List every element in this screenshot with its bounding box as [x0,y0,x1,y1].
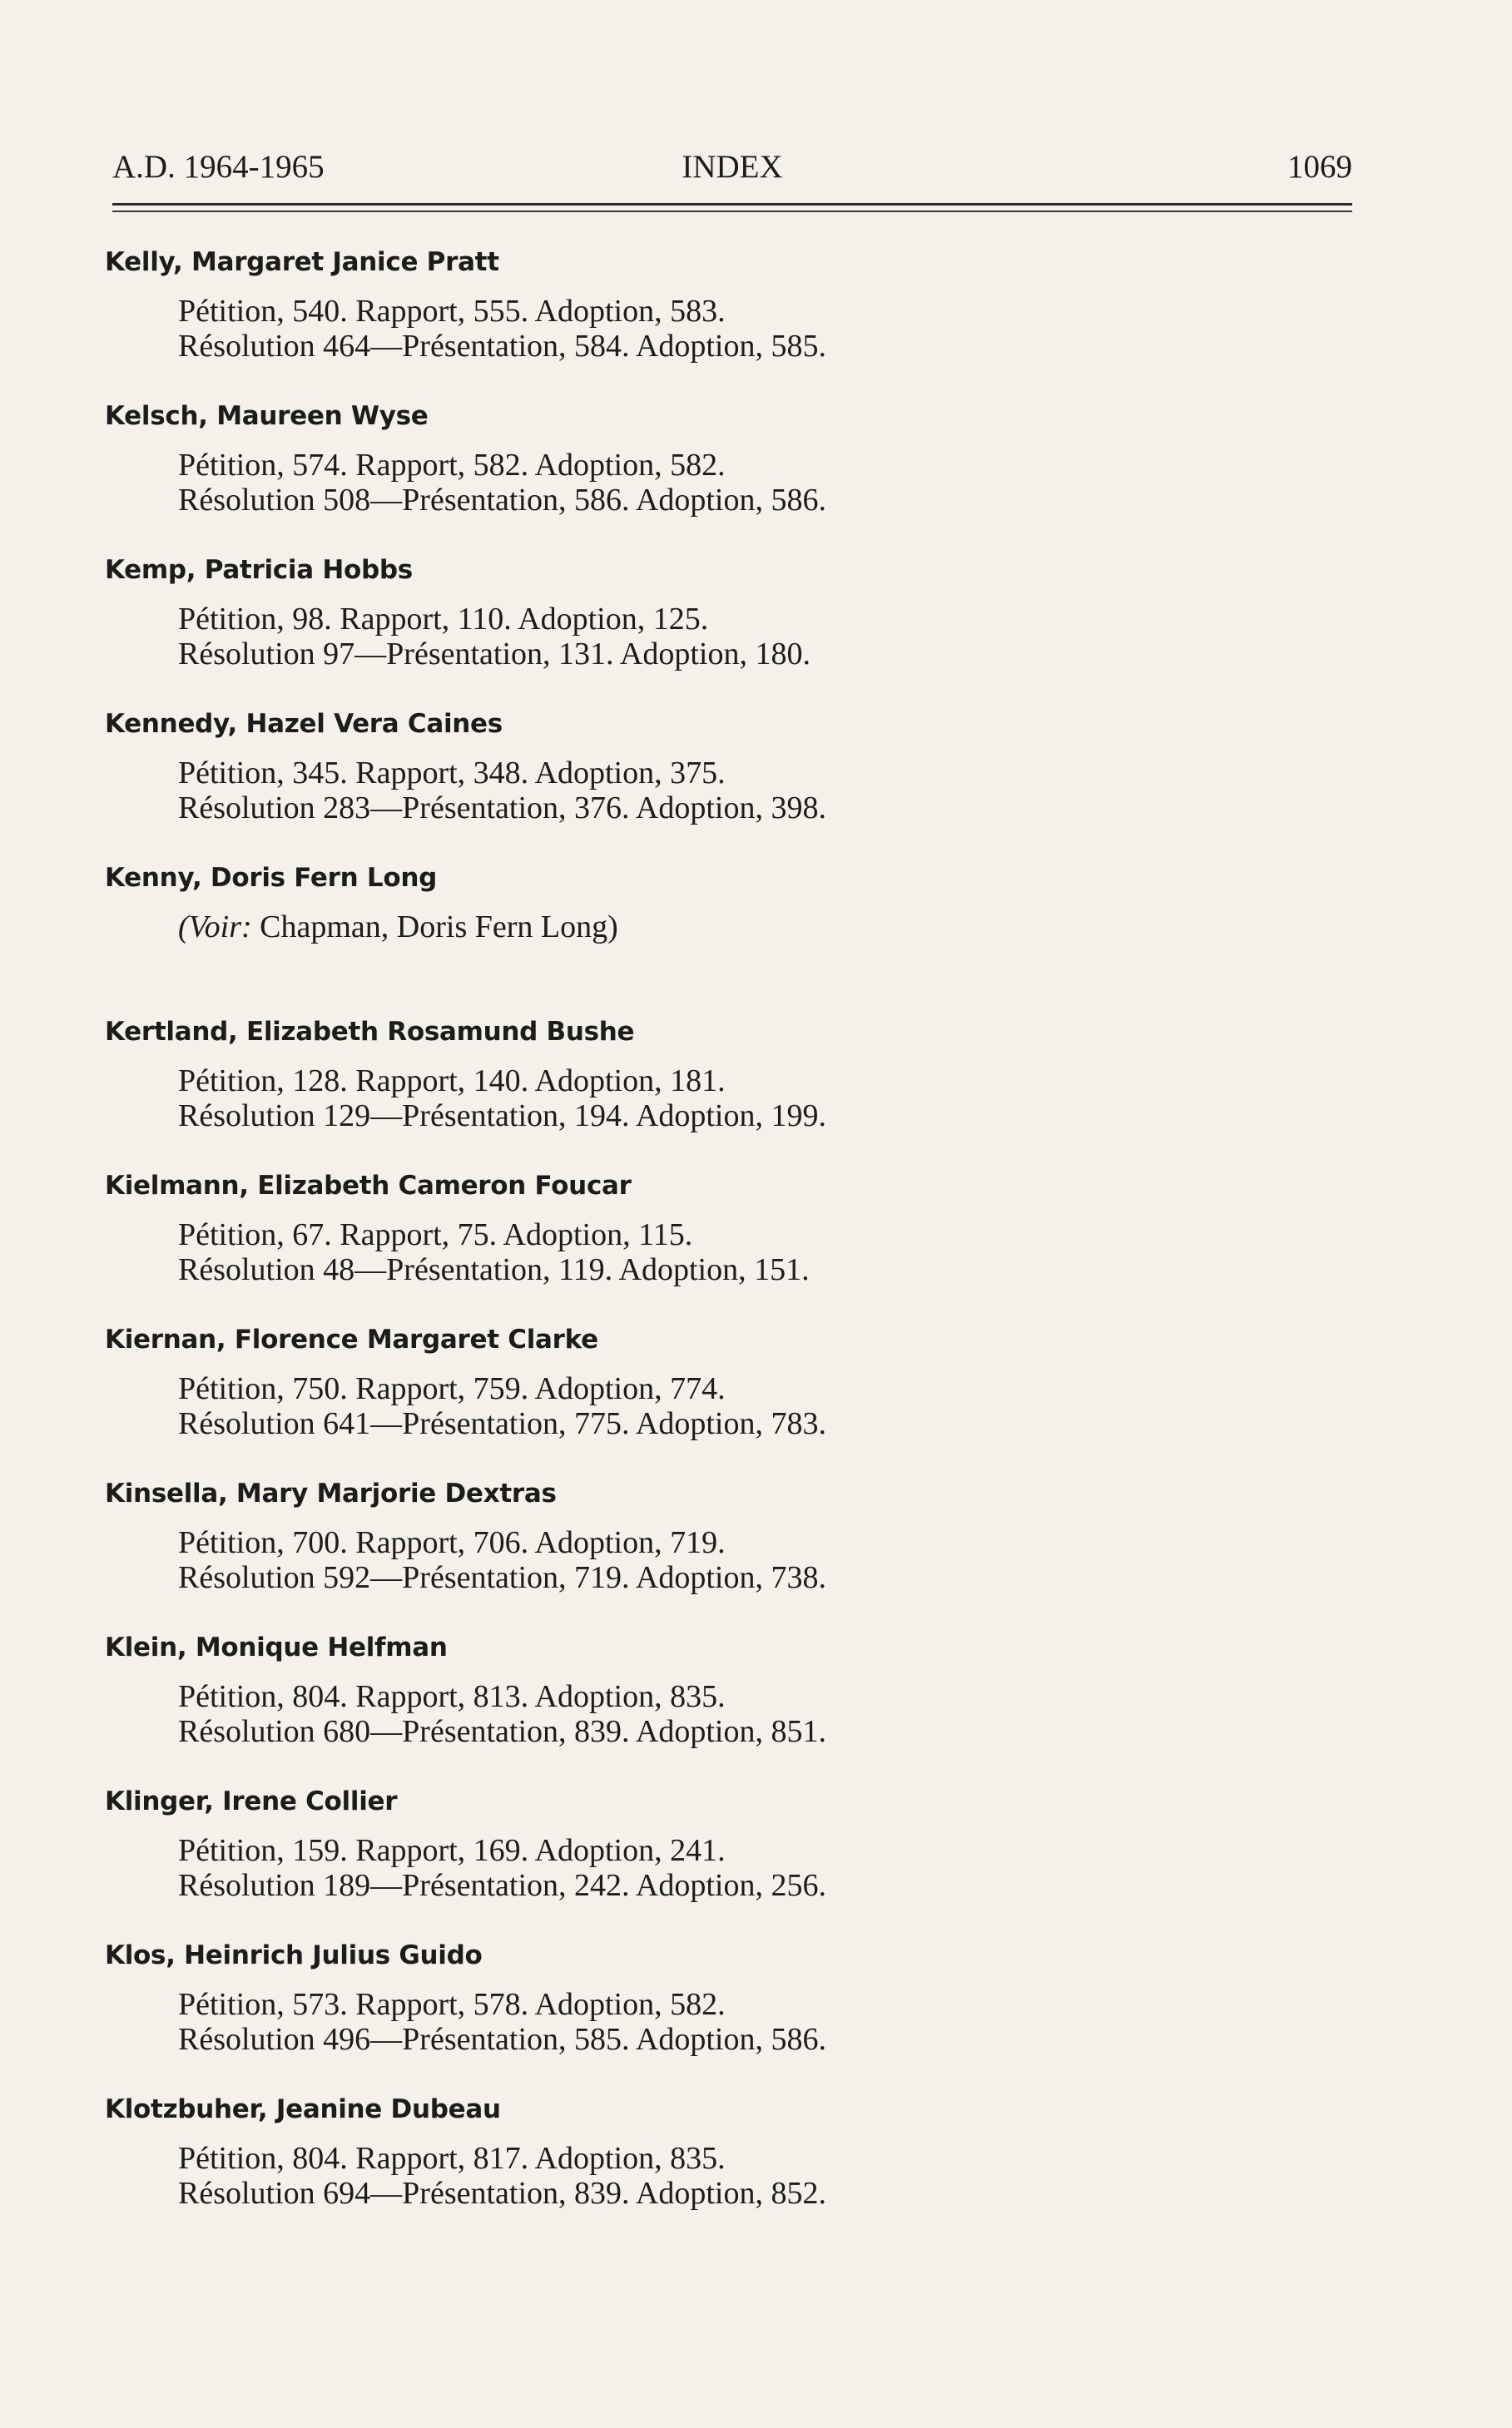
index-entry [105,1633,1353,1786]
entry-resolution-line: Résolution 97—Présentation, 131. Adoption, 180. [178,637,811,671]
index-entry [105,709,1353,863]
see-also-label: (Voir: [178,909,252,944]
entry-resolution-line: Résolution 680—Présentation, 839. Adoption, 851. [178,1714,826,1749]
header-rule-top [112,203,1352,206]
entry-see-also-line [178,909,618,945]
entry-petition-line: Pétition, 804. Rapport, 813. Adoption, 835. [178,1679,726,1714]
index-entry [105,1786,1353,1940]
entry-petition-line: Pétition, 700. Rapport, 706. Adoption, 719. [178,1525,726,1560]
entry-resolution-line: Résolution 189—Présentation, 242. Adoption, 256. [178,1868,826,1903]
entry-name: Kenny, Doris Fern Long [105,863,438,893]
entry-petition-line: Pétition, 159. Rapport, 169. Adoption, 241. [178,1833,726,1868]
entry-petition-line: Pétition, 573. Rapport, 578. Adoption, 582. [178,1987,726,2022]
entry-resolution-line: Résolution 464—Présentation, 584. Adoption, 585. [178,329,826,364]
header-years: A.D. 1964-1965 [112,149,325,185]
entry-petition-line: Pétition, 540. Rapport, 555. Adoption, 583. [178,294,726,329]
entry-name: Kennedy, Hazel Vera Caines [105,709,503,739]
entry-resolution-line: Résolution 508—Présentation, 586. Adoption, 586. [178,483,826,518]
entry-resolution-line: Résolution 129—Présentation, 194. Adoption, 199. [178,1098,826,1133]
header-rule-bottom [112,211,1352,212]
entry-name: Kelly, Margaret Janice Pratt [105,247,499,277]
entry-petition-line: Pétition, 345. Rapport, 348. Adoption, 375. [178,756,726,790]
entry-name: Kertland, Elizabeth Rosamund Bushe [105,1017,635,1047]
entry-resolution-line: Résolution 48—Présentation, 119. Adoption, 151. [178,1252,810,1287]
index-entries [105,247,1353,2248]
index-entry [105,555,1353,709]
entry-name: Kiernan, Florence Margaret Clarke [105,1325,598,1355]
entry-name: Kemp, Patricia Hobbs [105,555,413,585]
index-entry [105,247,1353,401]
index-entry [105,401,1353,555]
entry-name: Klein, Monique Helfman [105,1633,448,1662]
index-entry [105,1017,1353,1171]
entry-name: Klinger, Irene Collier [105,1786,398,1816]
entry-petition-line: Pétition, 750. Rapport, 759. Adoption, 774. [178,1371,726,1406]
header-title: INDEX [682,149,783,185]
index-entry [105,2094,1353,2248]
entry-resolution-line: Résolution 592—Présentation, 719. Adoption, 738. [178,1560,826,1595]
see-also-target: Chapman, Doris Fern Long) [251,909,618,944]
index-entry [105,1171,1353,1325]
entry-resolution-line: Résolution 496—Présentation, 585. Adoption, 586. [178,2022,826,2057]
entry-resolution-line: Résolution 641—Présentation, 775. Adoption, 783. [178,1406,826,1441]
entry-name: Klotzbuher, Jeanine Dubeau [105,2094,501,2124]
entry-name: Klos, Heinrich Julius Guido [105,1940,483,1970]
entry-name: Kinsella, Mary Marjorie Dextras [105,1479,557,1509]
entry-petition-line: Pétition, 128. Rapport, 140. Adoption, 181. [178,1063,726,1098]
entry-resolution-line: Résolution 694—Présentation, 839. Adoption, 852. [178,2176,826,2211]
page-number: 1069 [1287,149,1352,185]
index-entry [105,863,1353,1017]
entry-resolution-line: Résolution 283—Présentation, 376. Adoption, 398. [178,790,826,825]
entry-name: Kelsch, Maureen Wyse [105,401,429,431]
page-header [112,148,1352,198]
entry-petition-line: Pétition, 98. Rapport, 110. Adoption, 125. [178,602,709,637]
entry-petition-line: Pétition, 574. Rapport, 582. Adoption, 582. [178,448,726,483]
index-entry [105,1479,1353,1633]
index-entry [105,1325,1353,1479]
entry-petition-line: Pétition, 67. Rapport, 75. Adoption, 115. [178,1217,693,1252]
index-entry [105,1940,1353,2094]
entry-name: Kielmann, Elizabeth Cameron Foucar [105,1171,632,1201]
entry-petition-line: Pétition, 804. Rapport, 817. Adoption, 835. [178,2141,726,2176]
